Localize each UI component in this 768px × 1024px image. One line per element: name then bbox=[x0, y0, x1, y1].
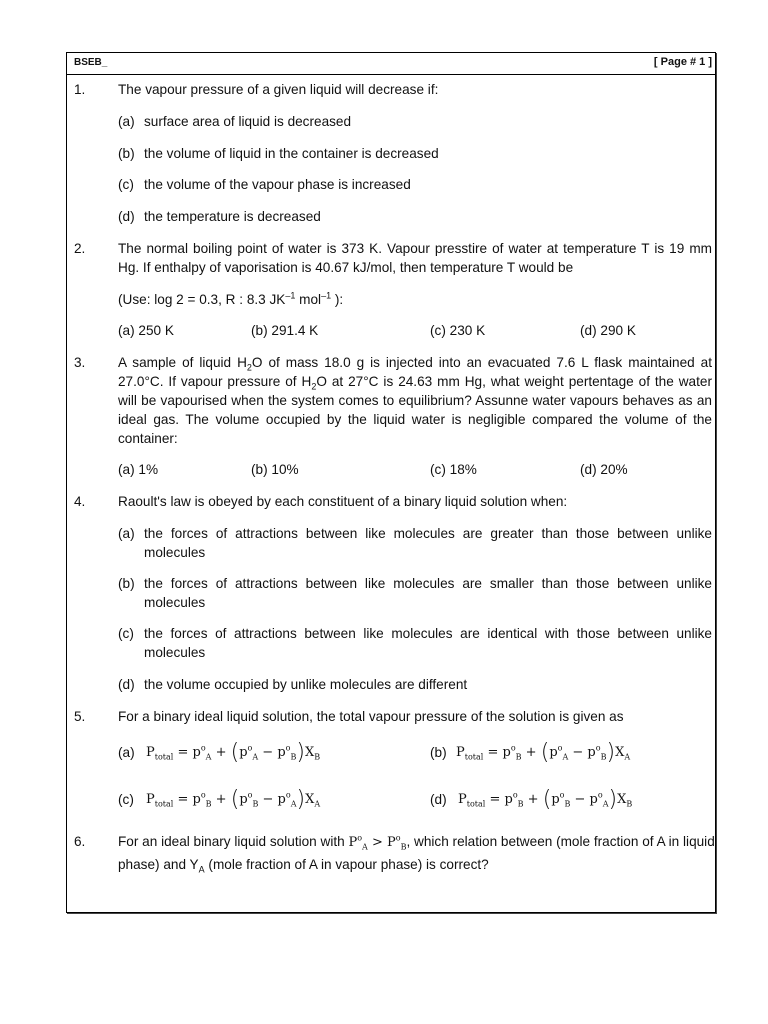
q1-option-a bbox=[118, 112, 712, 131]
question-6-line-2: phase) and $Y_A$ (mole fraction of A in vapour phase) is correct? bbox=[118, 857, 489, 875]
q5-option-b-label: (b) bbox=[430, 745, 447, 760]
q4-option-d bbox=[118, 675, 712, 694]
q5-option-a-label: (a) bbox=[118, 745, 135, 760]
question-3-number: 3. bbox=[74, 355, 86, 370]
option-text: the forces of attractions between like molecules are greater than those between unlike molecules bbox=[144, 526, 712, 560]
option-label: (b) bbox=[118, 146, 135, 161]
q3-option-c: (c) 18% bbox=[430, 462, 477, 477]
q1-option-b bbox=[118, 144, 712, 163]
q2-option-d: (d) 290 K bbox=[580, 323, 636, 338]
q1-option-d bbox=[118, 207, 712, 226]
question-4-number: 4. bbox=[74, 494, 86, 509]
page-number: [ Page # 1 ] bbox=[653, 56, 712, 68]
option-label: (d) bbox=[118, 677, 135, 692]
q1-option-c bbox=[118, 175, 712, 194]
question-5-text: For a binary ideal liquid solution, the total vapour pressure of the solution is given as bbox=[118, 709, 624, 724]
option-label: (d) bbox=[118, 209, 135, 224]
option-label: (b) bbox=[118, 576, 135, 591]
question-6-number: 6. bbox=[74, 834, 86, 849]
question-1-text: The vapour pressure of a given liquid will decrease if: bbox=[118, 82, 439, 97]
q4-option-b bbox=[118, 574, 712, 612]
q4-option-a bbox=[118, 524, 712, 562]
option-label: (a) bbox=[118, 114, 135, 129]
q2-use-note: (Use: log 2 = 0.3, R : 8.3 $JK^{-1}$ mol$^{-1}$ ): bbox=[118, 290, 344, 307]
q3-option-b: (b) 10% bbox=[251, 462, 299, 477]
q3-option-a: (a) 1% bbox=[118, 462, 159, 477]
option-text: the temperature is decreased bbox=[144, 209, 321, 224]
q2-option-c: (c) 230 K bbox=[430, 323, 486, 338]
option-text: the forces of attractions between like molecules are identical with those between unlike molecules bbox=[144, 626, 712, 660]
q5-option-c-label: (c) bbox=[118, 792, 134, 807]
option-label: (c) bbox=[118, 177, 134, 192]
option-label: (a) bbox=[118, 526, 135, 541]
question-2-text: The normal boiling point of water is 373 K. Vapour presstire of water at temperature T is 19 mm Hg. If enthalpy of vaporisation is 40.67 kJ/mol, then temperature T would be bbox=[118, 241, 712, 275]
option-text: the volume occupied by unlike molecules are different bbox=[144, 677, 468, 692]
q5-option-d-formula: $P_{total} = p^o_B + (p^o_B - p^o_A)X_B$ bbox=[458, 787, 633, 812]
option-text: the volume of the vapour phase is increased bbox=[144, 177, 411, 192]
q3-option-d: (d) 20% bbox=[580, 462, 628, 477]
q4-option-c bbox=[118, 624, 712, 662]
question-3-text: A sample of liquid $H_2O$ of mass 18.0 g is injected into an evacuated 7.6 L flask maintained at 27.0°C. If vapour pressure of $H_2O$ at 27°C is 24.63 mm Hg, what weight pertentage of the water will be vapourised when the system comes to equilibrium? Assunne water vapours behaves as an ideal gas. The volume occupied by the liquid water is negligible compared the volume of the container: bbox=[118, 355, 712, 446]
q5-option-b-formula: $P_{total} = p^o_B + (p^o_A - p^o_B)X_A$ bbox=[456, 740, 631, 765]
q5-option-a-formula: $P_{total} = p^o_A + (p^o_A - p^o_B)X_B$ bbox=[146, 740, 321, 765]
option-text: surface area of liquid is decreased bbox=[144, 114, 352, 129]
option-text: the volume of liquid in the container is decreased bbox=[144, 146, 439, 161]
question-4-text: Raoult's law is obeyed by each constituent of a binary liquid solution when: bbox=[118, 494, 568, 509]
q5-option-c-formula: $P_{total} = p^o_B + (p^o_B - p^o_A)X_A$ bbox=[146, 787, 321, 812]
q2-option-b: (b) 291.4 K bbox=[251, 323, 319, 338]
question-6-line-1: For an ideal binary liquid solution with $P^o_A > P^o_B$, which relation between (mole fraction of A in liquid bbox=[118, 833, 715, 852]
option-text: the forces of attractions between like molecules are smaller than those between unlike molecules bbox=[144, 576, 712, 610]
option-label: (c) bbox=[118, 626, 134, 641]
question-5-number: 5. bbox=[74, 709, 86, 724]
page-header bbox=[67, 53, 715, 75]
q6-inline-formula: $P^o_A > P^o_B$ bbox=[348, 833, 407, 852]
q2-option-a: (a) 250 K bbox=[118, 323, 174, 338]
header-code: BSEB_ bbox=[74, 57, 108, 68]
q5-option-d-label: (d) bbox=[430, 792, 447, 807]
question-2-number: 2. bbox=[74, 241, 86, 256]
question-1-number: 1. bbox=[74, 82, 86, 97]
